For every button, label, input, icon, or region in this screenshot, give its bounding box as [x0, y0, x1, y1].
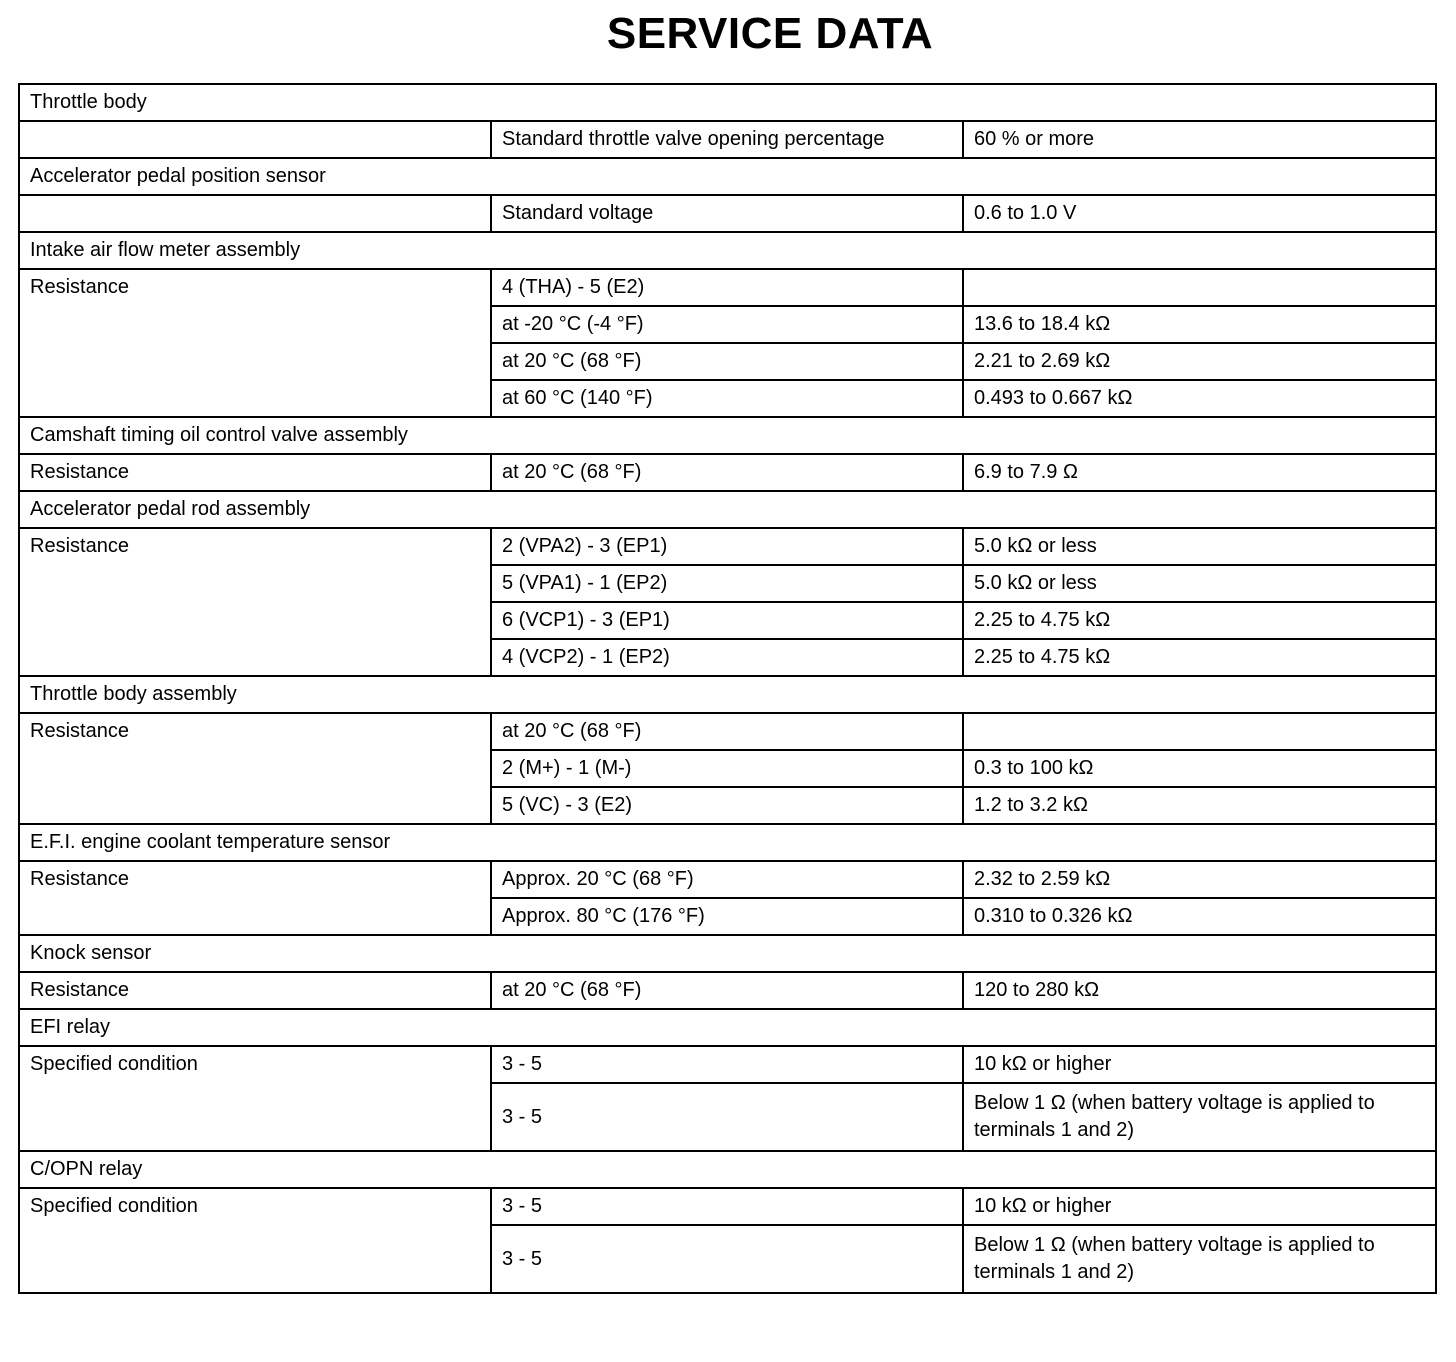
table-row [19, 454, 1436, 491]
value-cell [963, 269, 1436, 306]
condition-cell: at 60 °C (140 °F) [491, 380, 963, 417]
section-heading: Camshaft timing oil control valve assembly [19, 417, 1436, 454]
condition-cell: Approx. 80 °C (176 °F) [491, 898, 963, 935]
condition-cell: at 20 °C (68 °F) [491, 972, 963, 1009]
value-cell: 120 to 280 kΩ [963, 972, 1436, 1009]
table-row [19, 972, 1436, 1009]
section-header-row [19, 935, 1436, 972]
section-heading: Knock sensor [19, 935, 1436, 972]
section-heading: Throttle body assembly [19, 676, 1436, 713]
value-cell: 6.9 to 7.9 Ω [963, 454, 1436, 491]
item-label [19, 195, 491, 232]
section-heading: C/OPN relay [19, 1151, 1436, 1188]
condition-cell: at -20 °C (-4 °F) [491, 306, 963, 343]
value-cell: 2.25 to 4.75 kΩ [963, 602, 1436, 639]
section-header-row [19, 232, 1436, 269]
condition-cell: Standard voltage [491, 195, 963, 232]
value-cell: 1.2 to 3.2 kΩ [963, 787, 1436, 824]
section-header-row [19, 491, 1436, 528]
value-cell: 5.0 kΩ or less [963, 565, 1436, 602]
value-cell [963, 713, 1436, 750]
section-heading: Intake air flow meter assembly [19, 232, 1436, 269]
value-cell: 10 kΩ or higher [963, 1188, 1436, 1225]
value-cell: Below 1 Ω (when battery voltage is applied to terminals 1 and 2) [963, 1083, 1436, 1151]
section-header-row [19, 1151, 1436, 1188]
condition-cell: 5 (VPA1) - 1 (EP2) [491, 565, 963, 602]
section-header-row [19, 824, 1436, 861]
value-cell: 2.25 to 4.75 kΩ [963, 639, 1436, 676]
table-row [19, 1188, 1436, 1225]
condition-cell: 4 (VCP2) - 1 (EP2) [491, 639, 963, 676]
section-header-row [19, 1009, 1436, 1046]
value-cell: 2.32 to 2.59 kΩ [963, 861, 1436, 898]
section-header-row [19, 417, 1436, 454]
condition-cell: at 20 °C (68 °F) [491, 713, 963, 750]
condition-cell: 3 - 5 [491, 1188, 963, 1225]
item-label: Resistance [19, 861, 491, 935]
value-cell: 60 % or more [963, 121, 1436, 158]
section-header-row [19, 676, 1436, 713]
item-label: Resistance [19, 528, 491, 676]
value-cell: 2.21 to 2.69 kΩ [963, 343, 1436, 380]
item-label: Resistance [19, 269, 491, 417]
table-row [19, 713, 1436, 750]
value-cell: 13.6 to 18.4 kΩ [963, 306, 1436, 343]
table-row [19, 861, 1436, 898]
item-label: Specified condition [19, 1046, 491, 1151]
section-heading: Accelerator pedal position sensor [19, 158, 1436, 195]
table-row [19, 1046, 1436, 1083]
value-cell: 0.310 to 0.326 kΩ [963, 898, 1436, 935]
item-label: Resistance [19, 972, 491, 1009]
section-heading: EFI relay [19, 1009, 1436, 1046]
table-row [19, 195, 1436, 232]
section-header-row [19, 84, 1436, 121]
condition-cell: Standard throttle valve opening percentage [491, 121, 963, 158]
item-label: Resistance [19, 713, 491, 824]
value-cell: 5.0 kΩ or less [963, 528, 1436, 565]
section-heading: E.F.I. engine coolant temperature sensor [19, 824, 1436, 861]
condition-cell: 2 (M+) - 1 (M-) [491, 750, 963, 787]
condition-cell: 3 - 5 [491, 1225, 963, 1293]
section-heading: Throttle body [19, 84, 1436, 121]
condition-cell: at 20 °C (68 °F) [491, 343, 963, 380]
item-label: Resistance [19, 454, 491, 491]
value-cell: 0.3 to 100 kΩ [963, 750, 1436, 787]
condition-cell: 5 (VC) - 3 (E2) [491, 787, 963, 824]
section-header-row [19, 158, 1436, 195]
value-cell: 0.493 to 0.667 kΩ [963, 380, 1436, 417]
condition-cell: 3 - 5 [491, 1046, 963, 1083]
condition-cell: Approx. 20 °C (68 °F) [491, 861, 963, 898]
value-cell: 10 kΩ or higher [963, 1046, 1436, 1083]
item-label [19, 121, 491, 158]
section-heading: Accelerator pedal rod assembly [19, 491, 1436, 528]
page-title: SERVICE DATA [606, 9, 934, 58]
value-cell: 0.6 to 1.0 V [963, 195, 1436, 232]
condition-cell: 4 (THA) - 5 (E2) [491, 269, 963, 306]
service-data-table [18, 83, 1437, 1294]
item-label: Specified condition [19, 1188, 491, 1293]
value-cell: Below 1 Ω (when battery voltage is applied to terminals 1 and 2) [963, 1225, 1436, 1293]
table-row [19, 528, 1436, 565]
condition-cell: 6 (VCP1) - 3 (EP1) [491, 602, 963, 639]
table-row [19, 121, 1436, 158]
condition-cell: 3 - 5 [491, 1083, 963, 1151]
condition-cell: 2 (VPA2) - 3 (EP1) [491, 528, 963, 565]
condition-cell: at 20 °C (68 °F) [491, 454, 963, 491]
table-row [19, 269, 1436, 306]
